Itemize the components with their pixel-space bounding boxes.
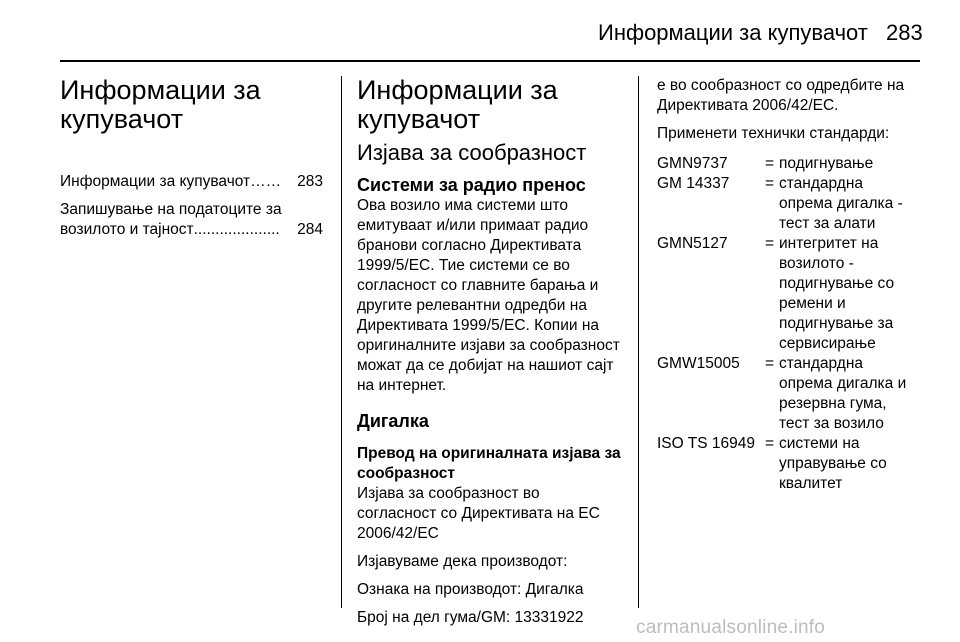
subheading: Превод на оригиналната изјава за сообразност: [357, 445, 621, 482]
standard-code: GMW15005: [657, 355, 740, 372]
toc-entry[interactable]: [60, 200, 323, 240]
standard-equals: =: [765, 175, 775, 192]
standard-equals: =: [765, 355, 775, 372]
standards-list: [657, 154, 920, 494]
paragraph: Применети технички стандарди:: [657, 125, 890, 142]
standard-equals: =: [765, 235, 775, 252]
standard-equals: =: [765, 155, 775, 172]
toc-list: [60, 172, 323, 240]
standard-description: подигнување: [779, 155, 874, 172]
header-rule: [60, 60, 920, 62]
paragraph: е во сообразност со одредбите на Директивата 2006/42/EC.: [657, 77, 905, 114]
paragraph: Изјавуваме дека производот:: [357, 553, 568, 570]
standard-description: стандардна опрема дигалка - тест за алати: [779, 175, 903, 232]
toc-leader: ....................: [193, 221, 280, 238]
subsection-heading: Дигалка: [357, 411, 429, 431]
toc-entry-text-line1: Запишување на податоците за: [60, 201, 282, 218]
standard-code: GMN9737: [657, 155, 728, 172]
column-divider-2: [638, 76, 639, 608]
section-title: Информации за купувачот: [357, 75, 558, 134]
paragraph: Ознака на производот: Дигалка: [357, 581, 584, 598]
page-number: 283: [886, 20, 923, 45]
standard-code: ISO TS 16949: [657, 435, 755, 452]
content-column-3: [657, 76, 920, 494]
column-divider-1: [341, 76, 342, 608]
subsection-heading: Системи за радио пренос: [357, 175, 586, 195]
watermark-text[interactable]: carmanualsonline.info: [636, 617, 826, 638]
toc-entry-page: 283: [297, 173, 323, 190]
toc-entry-page: 284: [297, 221, 323, 238]
toc-column: [60, 76, 323, 240]
standard-description: системи на управување со квалитет: [779, 435, 887, 492]
paragraph: Ова возило има системи што емитуваат и/или примаат радио бранови согласно Директивата 1999/5/EC. Тие системи се во согласност со главните барања и другите релевантни одредби на Директивата 1999/5/EC. Копии на оригиналните изјави за сообразност можат да се добијат на нашиот сајт на интернет.: [357, 197, 620, 394]
running-header-title: Информации за купувачот: [598, 20, 868, 45]
toc-entry-text: Информации за купувачот: [60, 173, 251, 190]
section-heading: Изјава за сообразност: [357, 140, 587, 165]
toc-leader: ……: [250, 173, 282, 190]
paragraph: Изјава за сообразност во согласност со Директивата на ЕС 2006/42/EC: [357, 485, 600, 542]
standard-equals: =: [765, 435, 775, 452]
chapter-title: Информации за купувачот: [60, 75, 261, 134]
standard-description: интегритет на возилото - подигнување со ремени и подигнување за сервисирање: [779, 235, 895, 352]
content-column-2: [357, 76, 621, 628]
standard-description: стандардна опрема дигалка и резервна гума, тест за возило: [779, 355, 907, 432]
standard-code: GM 14337: [657, 175, 730, 192]
toc-entry-text: возилото и тајност: [60, 221, 194, 238]
toc-entry[interactable]: [60, 172, 323, 192]
paragraph: Број на дел гума/GM: 13331922: [357, 609, 584, 626]
standard-code: GMN5127: [657, 235, 728, 252]
